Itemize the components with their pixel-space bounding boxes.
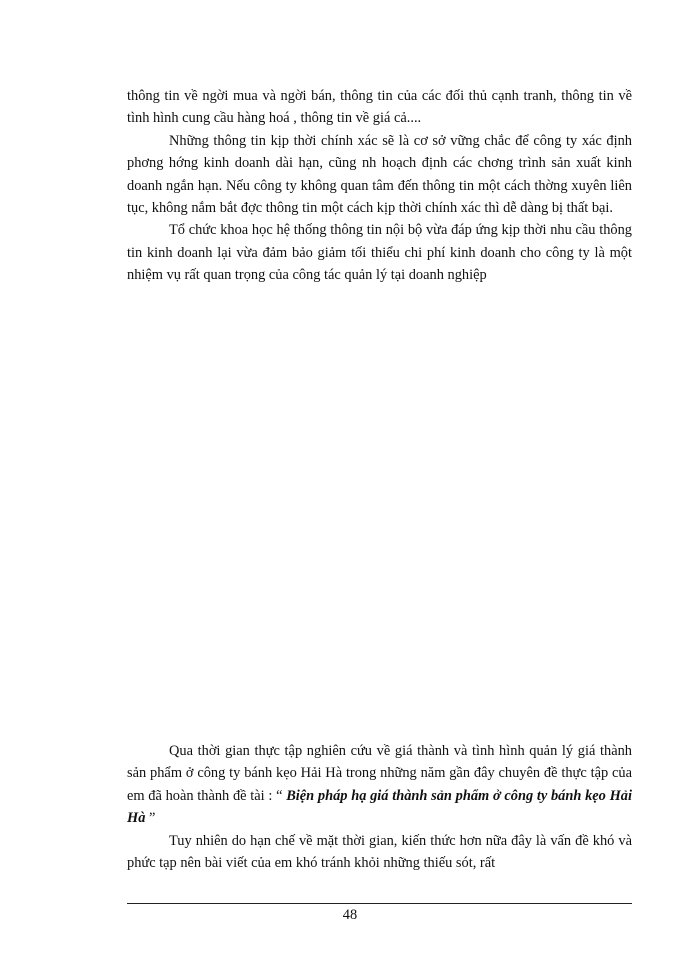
footer-divider [127,903,632,904]
bottom-text-block [127,740,632,874]
topic-closing-quote: ” [145,810,156,827]
paragraph-information-system: Tổ chức khoa học hệ thống thông tin nội bộ vừa đáp ứng kịp thời nhu cầu thông tin kinh doanh lại vừa đảm bảo giảm tối thiểu chi phí kinh doanh cho công ty là một nhiệm vụ rất quan trọng của công tác quản lý tại doanh nghiệp [127,222,632,284]
top-text-block [127,85,632,287]
topic-intro-text: Qua thời gian thực tập nghiên cứu về giá thành và tình hình quản lý giá thành sản phẩm ở công ty bánh kẹo Hải Hà trong những năm gần đây chuyên đề thực tập của em đã hoàn thành đề tài : “ [127,743,632,804]
topic-title: Biện pháp hạ giá thành sản phẩm ở công ty bánh kẹo Hải Hà [127,787,632,827]
paragraph-topic-intro [127,740,632,830]
paragraph-limitations: Tuy nhiên do hạn chế về mặt thời gian, kiến thức hơn nữa đây là vấn đề khó và phức tạp nên bài viết của em khó tránh khỏi những thiếu sót, rất [127,832,632,872]
paragraph-continuation: thông tin về ngời mua và ngời bán, thông tin của các đối thủ cạnh tranh, thông tin về tình hình cung cầu hàng hoá , thông tin về giá cả.... [127,88,632,127]
page-number: 48 [342,907,358,923]
paragraph-information-importance: Những thông tin kịp thời chính xác sẽ là cơ sở vững chắc để công ty xác định phơng hớng kinh doanh dài hạn, cũng nh hoạch định các chơng trình sản xuất kinh doanh ngắn hạn. Nếu công ty không quan tâm đến thông tin một cách thờng xuyên liên tục, không nắm bắt đợc thông tin một cách kịp thời chính xác thì dễ dàng bị thất bại. [127,132,632,217]
